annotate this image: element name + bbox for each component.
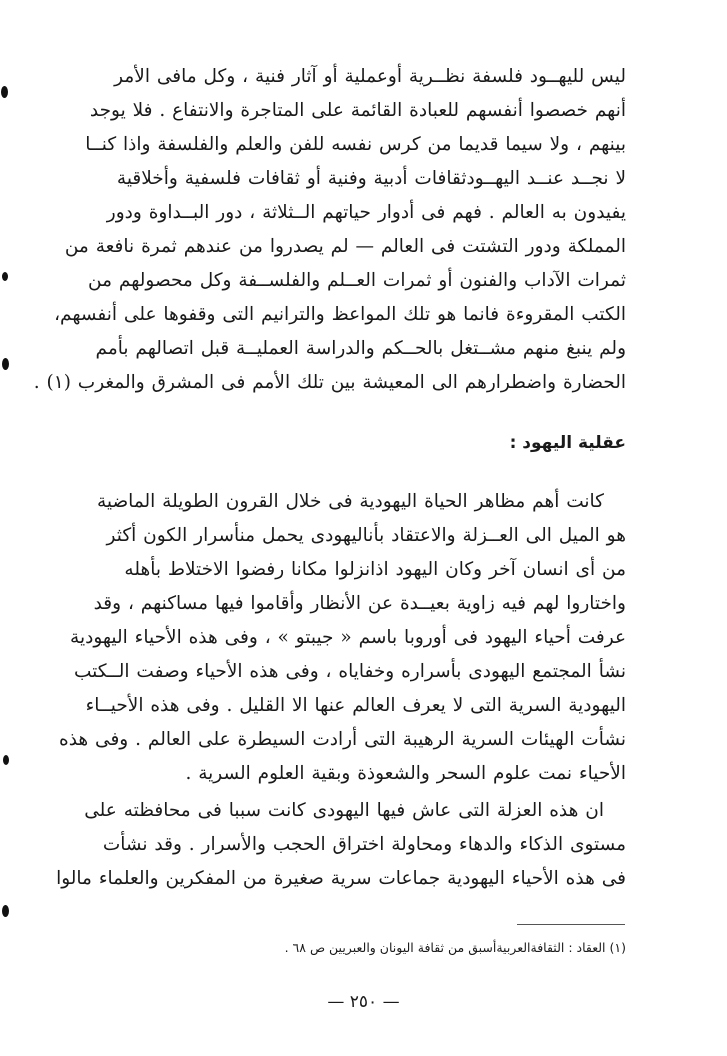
text-line: كانت أهم مظاهر الحياة اليهودية فى خلال القرون الطويلة الماضية <box>96 491 604 512</box>
text-line: ليس لليهــود فلسفة نظــرية أوعملية أو آثار فنية ، وكل مافى الأمر <box>114 66 626 87</box>
paragraph-intro <box>33 60 626 400</box>
paragraph-ghetto <box>59 485 626 791</box>
text-line: هو الميل الى العــزلة والاعتقاد بأناليهودى يحمل منأسرار الكون أكثر <box>106 525 626 546</box>
text-line: بينهم ، ولا سيما قديما من كرس نفسه للفن والعلم والفلسفة واذا كنــا <box>85 134 626 155</box>
text-line: عرفت أحياء اليهود فى أوروبا باسم « جيبتو » ، وفى هذه الأحياء اليهودية <box>70 627 626 648</box>
text-line: يفيدون به العالم . فهم فى أدوار حياتهم الــثلاثة ، دور البــداوة ودور <box>106 202 626 223</box>
footnote: (١) العقاد : الثقافةالعربيةأسبق من ثقافة اليونان والعبريين ص ٦٨ . <box>284 940 626 955</box>
text-line: لا نجــد عنــد اليهــودثقافات أدبية وفنية أو ثقافات فلسفية وأخلاقية <box>116 168 626 189</box>
scan-mark <box>2 905 9 917</box>
text-line: فى هذه الأحياء اليهودية جماعات سرية صغيرة من المفكرين والعلماء مالوا <box>56 868 626 889</box>
text-line: الأحياء نمت علوم السحر والشعوذة وبقية العلوم السرية . <box>185 763 626 784</box>
page-number: — ٢٥٠ — <box>327 992 400 1012</box>
scan-mark <box>2 272 8 281</box>
text-line: مستوى الذكاء والدهاء ومحاولة اختراق الحجب والأسرار . وقد نشأت <box>102 834 626 855</box>
text-line: ولم ينبغ منهم مشــتغل بالحــكم والدراسة العمليــة قبل اتصالهم بأمم <box>95 338 626 359</box>
section-heading: عقلية اليهود : <box>509 433 626 453</box>
text-line: ان هذه العزلة التى عاش فيها اليهودى كانت سببا فى محافظته على <box>84 800 604 821</box>
text-line: من أى انسان آخر وكان اليهود اذانزلوا مكانا رفضوا الاختلاط بأهله <box>124 559 626 580</box>
scan-mark <box>2 358 9 370</box>
footnote-divider <box>517 924 625 925</box>
text-line: اليهودية السرية التى لا يعرف العالم عنها الا القليل . وفى هذه الأحيــاء <box>85 695 626 716</box>
text-line: أنهم خصصوا أنفسهم للعبادة القائمة على المتاجرة والانتفاع . فلا يوجد <box>89 100 626 121</box>
scan-mark <box>1 86 8 98</box>
scan-mark <box>3 755 9 765</box>
paragraph-isolation <box>56 794 626 896</box>
text-line: الحضارة واضطرارهم الى المعيشة بين تلك الأمم فى المشرق والمغرب (١) . <box>33 372 626 393</box>
text-line: واختاروا لهم فيه زاوية بعيــدة عن الأنظار وأقاموا فيها مساكنهم ، وقد <box>93 593 626 614</box>
text-line: نشأت الهيئات السرية الرهيبة التى أرادت السيطرة على العالم . وفى هذه <box>59 729 626 750</box>
text-line: نشأ المجتمع اليهودى بأسراره وخفاياه ، وفى هذه الأحياء وصفت الــكتب <box>73 661 626 682</box>
text-line: ثمرات الآداب والفنون أو ثمرات العــلم والفلســفة وكل محصولهم من <box>88 270 626 291</box>
text-line: المملكة ودور التشتت فى العالم — لم يصدروا من عندهم ثمرة نافعة من <box>64 236 626 257</box>
text-line: الكتب المقروءة فانما هو تلك المواعظ والترانيم التى وقفوها على أنفسهم، <box>54 304 626 325</box>
